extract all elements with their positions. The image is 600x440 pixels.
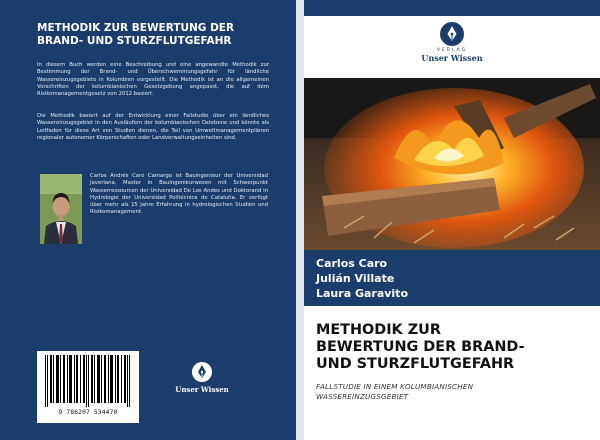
back-publisher-logo bbox=[172, 362, 232, 394]
front-publisher-logo bbox=[412, 22, 492, 63]
publisher-verlag: VERLAG bbox=[436, 48, 468, 53]
back-publisher-name: Unser Wissen bbox=[175, 385, 229, 394]
subtitle-line-1: FALLSTUDIE IN EINEM KOLUMBIANISCHEN bbox=[316, 382, 474, 391]
spine bbox=[296, 0, 304, 440]
author-name: Julián Villate bbox=[316, 272, 395, 285]
author-photo bbox=[40, 174, 82, 244]
subtitle-line-2: WASSEREINZUGSGEBIET bbox=[316, 392, 409, 401]
description-paragraph-2: Die Methodik basiert auf der Entwicklung einer Fallstudie über ein ländliches Wassereinzugsgebiet in den Ausläufern der kolumbianischen Ostebene und könnte als Leitfaden für diese Art von Studien dienen, die Teil von Umweltmanagementplänen regionaler autonomer Körperschaften oder Landverwaltungseinheiten sind. bbox=[37, 113, 269, 141]
front-cover bbox=[304, 0, 600, 440]
authors-band bbox=[304, 250, 600, 306]
front-publisher-name: Unser Wissen bbox=[421, 53, 483, 63]
pen-nib-icon bbox=[440, 22, 464, 46]
author-name: Carlos Caro bbox=[316, 257, 388, 270]
description-paragraph-1: In diesem Buch werden eine Beschreibung und eine angewandte Methodik zur Bestimmung der Brand- und Überschwemmungsgefahr für ländliche Wassereinzugsgebiete in Kolumbien vorgestellt. Die Methodik ist an die allgemeinen Vorschriften der kolumbianischen Gesetzgebung angepasst, die auf dem Risikomanagementgesetz von 2012 basiert. bbox=[37, 62, 269, 98]
back-title-line-1: METHODIK ZUR BEWERTUNG DER bbox=[37, 22, 235, 34]
book-title bbox=[316, 322, 598, 373]
front-top-bar bbox=[304, 0, 600, 16]
title-line-1: METHODIK ZUR bbox=[316, 322, 441, 338]
barcode-bars bbox=[41, 355, 135, 407]
campfire-image bbox=[304, 78, 600, 250]
back-cover-title bbox=[37, 22, 287, 48]
book-subtitle bbox=[316, 382, 586, 402]
author-bio: Carlos Andrés Caro Camargo ist Bauingenieur der Universidad Javeriana, Master in Bauingenieurwesen mit Schwerpunkt Wasserressourcen der Universidad De Los Andes und Doktorand in Hydrologie der Universidad Politécnica de Cataluña. Er verfügt über mehr als 15 Jahre Erfahrung in hydrologischen Studien und Risikomanagement. bbox=[90, 173, 268, 216]
title-line-3: UND STURZFLUTGEFAHR bbox=[316, 356, 515, 372]
barcode bbox=[37, 351, 139, 423]
back-title-line-2: BRAND- UND STURZFLUTGEFAHR bbox=[37, 35, 232, 47]
author-name: Laura Garavito bbox=[316, 287, 408, 300]
title-line-2: BEWERTUNG DER BRAND- bbox=[316, 339, 525, 355]
back-cover bbox=[0, 0, 296, 440]
pen-nib-icon bbox=[192, 362, 212, 382]
barcode-number: 9 786207 534470 bbox=[58, 409, 118, 416]
